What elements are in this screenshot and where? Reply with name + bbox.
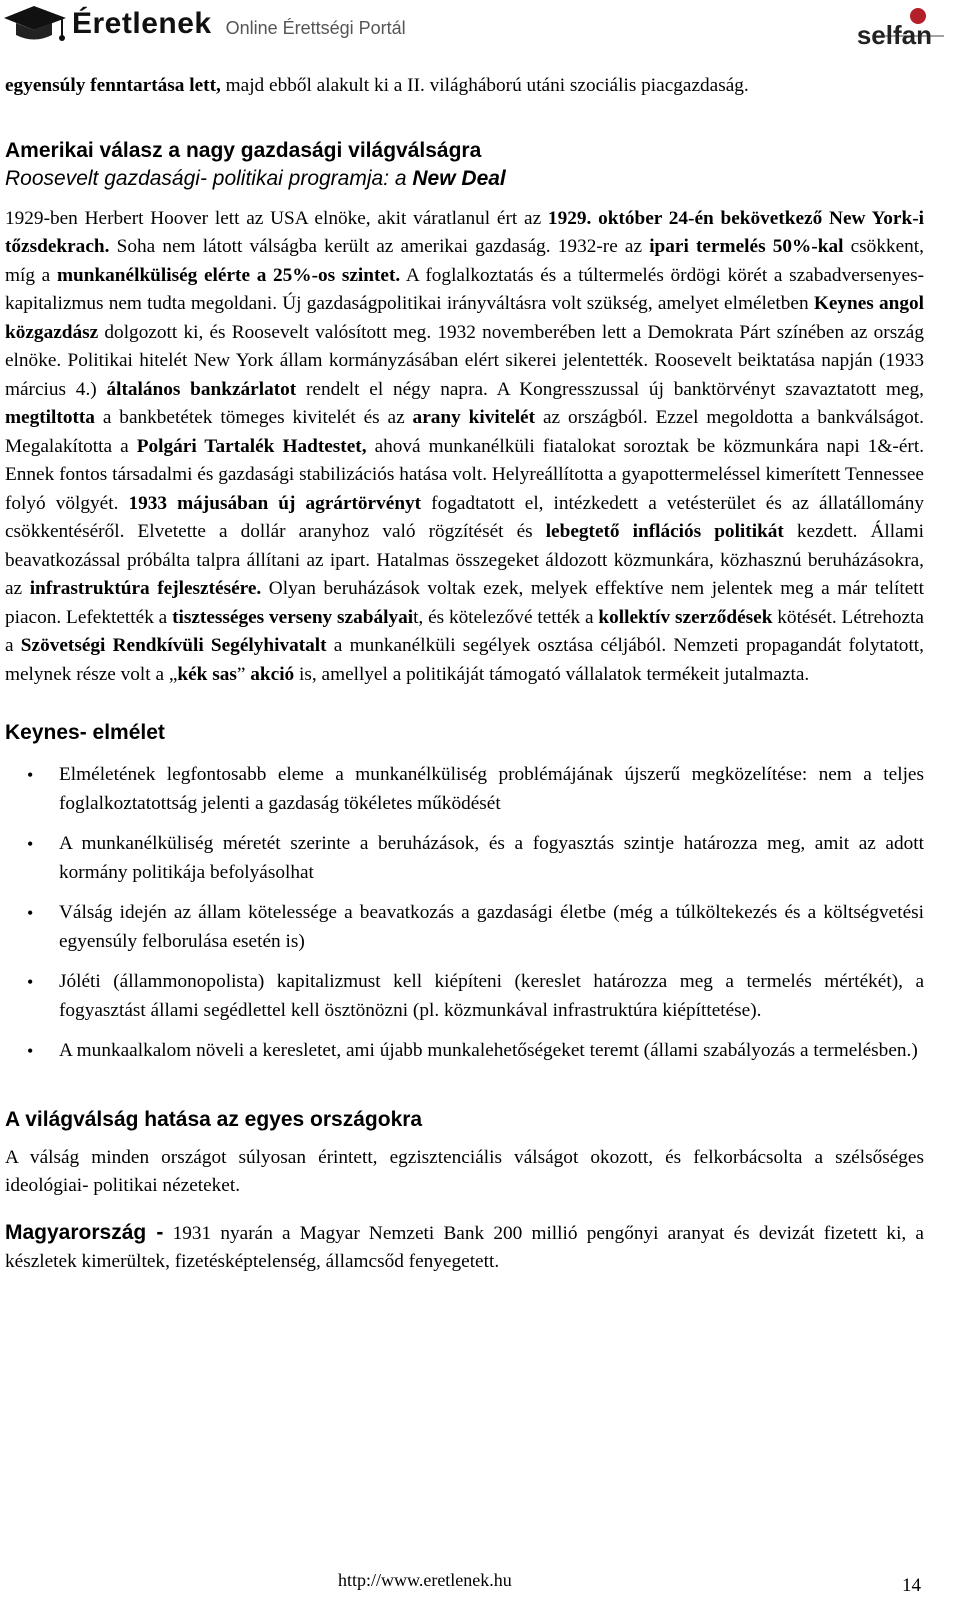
bold-run: ipari termelés 50%-kal <box>649 236 844 257</box>
hungary-text: 1931 nyarán a Magyar Nemzeti Bank 200 millió pengőnyi aranyat és devizát fizetett ki, a készletek kimerültek, fizetésképtelenség, államcsőd fenyegetett. <box>5 1222 924 1272</box>
bold-run: lebegtető inflációs politikát <box>545 521 784 542</box>
text-run: kötését. Létrehozta a <box>5 606 924 656</box>
text-run: A foglalkoztatás és a túltermelés ördögi körét a szabadversenyes-kapitalizmus nem tudta megoldani. Új gazdaságpolitikai irányváltásra volt szükség, amelyet elméletben <box>5 264 925 314</box>
bold-run: tisztességes verseny szabályai <box>172 606 414 628</box>
text-run: ahová munkanélküli fiatalokat soroztak be közmunkára napi 1&-ért. Ennek fontos társadalmi és gazdasági stabilizációs hatása volt. Helyreállította a gyapottermeléssel kimerített Tennessee folyó völgyét. <box>5 435 925 514</box>
brand-name: Éretlenek <box>72 7 212 40</box>
section-subtitle <box>5 165 924 193</box>
text-run: a munkanélküli segélyek osztása céljából. Nemzeti propagandát folytatott, melynek része volt a „ <box>5 635 924 685</box>
list-item: • A munkaalkalom növeli a keresletet, ami újabb munkalehetőségeket teremt (állami szabályozás a termelésben.) <box>5 1037 924 1066</box>
bold-run: 1929. október 24-én bekövetkező New York-i tőzsdekrach. <box>5 207 924 257</box>
intro-text: majd ebből alakult ki a II. világháború utáni szociális piacgazdaság. <box>220 75 749 96</box>
selfan-logo[interactable] <box>856 4 948 50</box>
section-title-keynes: Keynes- elmélet <box>5 721 165 744</box>
page-number: 14 <box>902 1575 921 1596</box>
bold-run: Szövetségi Rendkívüli Segélyhivatalt <box>20 635 327 656</box>
bold-run: akció <box>250 663 295 685</box>
footer-url-link[interactable]: http://www.eretlenek.hu <box>338 1570 512 1590</box>
hungary-paragraph <box>5 1219 924 1277</box>
bold-run: kollektív szerződések <box>598 606 773 628</box>
section-title-new-deal: Amerikai válasz a nagy gazdasági világválságra <box>5 138 482 162</box>
text-run: t, és kötelezővé tették a <box>413 606 599 628</box>
bold-run: Polgári Tartalék Hadtestet, <box>136 435 367 457</box>
countries-paragraph: A válság minden országot súlyosan érintett, egzisztenciális válságot okozott, és felkorbácsolta a szélsőséges ideológiai- politikai nézeteket. <box>5 1146 924 1196</box>
bold-run: megtiltotta <box>5 407 95 428</box>
subtitle-bold: New Deal <box>412 166 506 190</box>
bold-run: általános bankzárlatot <box>106 378 297 400</box>
subtitle-prefix: Roosevelt gazdasági- politikai programja: a <box>5 166 413 190</box>
text-run: csökkent, míg a <box>5 236 924 286</box>
hungary-label: Magyarország - <box>5 1220 164 1244</box>
text-run: fogadtatott el, intézkedett a vetésterület és az állatállomány csökkentéséről. Elvetette a dollár aranyhoz való rögzítését és <box>5 492 924 542</box>
page-header <box>0 0 960 52</box>
intro-bold: egyensúly fenntartása lett, <box>5 75 221 96</box>
text-run: Soha nem látott válságba került az amerikai gazdaság. 1932-re az <box>109 236 650 257</box>
text-run: az országból. Ezzel megoldotta a bankválságot. Megalakította a <box>5 407 924 457</box>
bold-run: munkanélküliség elérte a 25%-os szintet. <box>56 264 401 286</box>
section-title-countries: A világválság hatása az egyes országokra <box>5 1107 423 1131</box>
list-item: • Jóléti (állammonopolista) kapitalizmust kell kiépíteni (kereslet határozza meg a termelés mértékét), a fogyasztást állami segédlettel kell ösztönözni (pl. közmunkával infrastruktúra kiépíttetése). <box>5 968 924 1025</box>
text-run: Olyan beruházások voltak ezek, melyek effektíve nem jelentek meg a már telített piacon. Lefektették a <box>5 578 924 628</box>
list-item: • A munkanélküliség méretét szerinte a beruházások, és a fogyasztás szintje határozza meg, amit az adott kormány politikája befolyásolhat <box>5 830 924 887</box>
keynes-list <box>5 761 924 1066</box>
text-run: ” <box>236 663 251 685</box>
selfan-text: selfan <box>856 20 932 50</box>
document-body <box>5 72 924 1277</box>
text-run: kezdett. Állami beavatkozással próbálta talpra állítani az ipart. Hatalmas összegeket áldozott közmunkára, közhasznú beruházásokra, az <box>5 521 924 599</box>
eretlenek-logo[interactable] <box>2 2 406 46</box>
text-run: is, amellyel a politikáját támogató vállalatok termékeit jutalmazta. <box>294 663 810 685</box>
bold-run: 1933 májusában új agrártörvényt <box>128 492 422 514</box>
bold-run: arany kivitelét <box>412 407 536 428</box>
bold-run: Keynes angol közgazdász <box>5 293 925 343</box>
bold-run: kék sas <box>177 663 237 685</box>
intro-paragraph <box>5 72 924 101</box>
text-run: a bankbetétek tömeges kivitelét és az <box>94 407 413 428</box>
new-deal-paragraph <box>5 205 924 690</box>
graduation-cap-icon <box>2 2 68 46</box>
brand-tagline: Online Érettségi Portál <box>225 17 406 38</box>
text-run: rendelt el négy napra. A Kongresszussal új banktörvényt szavaztatott meg, <box>296 378 924 400</box>
list-item: • Elméletének legfontosabb eleme a munkanélküliség problémájának újszerű megközelítése: nem a teljes foglalkoztatottság jelenti a gazdaság tökéletes működését <box>5 761 924 818</box>
bold-run: infrastruktúra fejlesztésére. <box>29 578 262 599</box>
list-item: • Válság idején az állam kötelessége a beavatkozás a gazdasági életbe (még a túlköltekezés és a költségvetési egyensúly felborulása esetén is) <box>5 899 924 956</box>
text-run: 1929-ben Herbert Hoover lett az USA elnöke, akit váratlanul ért az <box>5 207 548 229</box>
text-run: dolgozott ki, és Roosevelt valósított meg. 1932 novemberében lett a Demokrata Párt színében az ország elnöke. Politikai hitelét New York állam kormányzásában elért sikerei jelentették. Roosevelt beiktatása napján (1933 március 4.) <box>5 321 924 400</box>
